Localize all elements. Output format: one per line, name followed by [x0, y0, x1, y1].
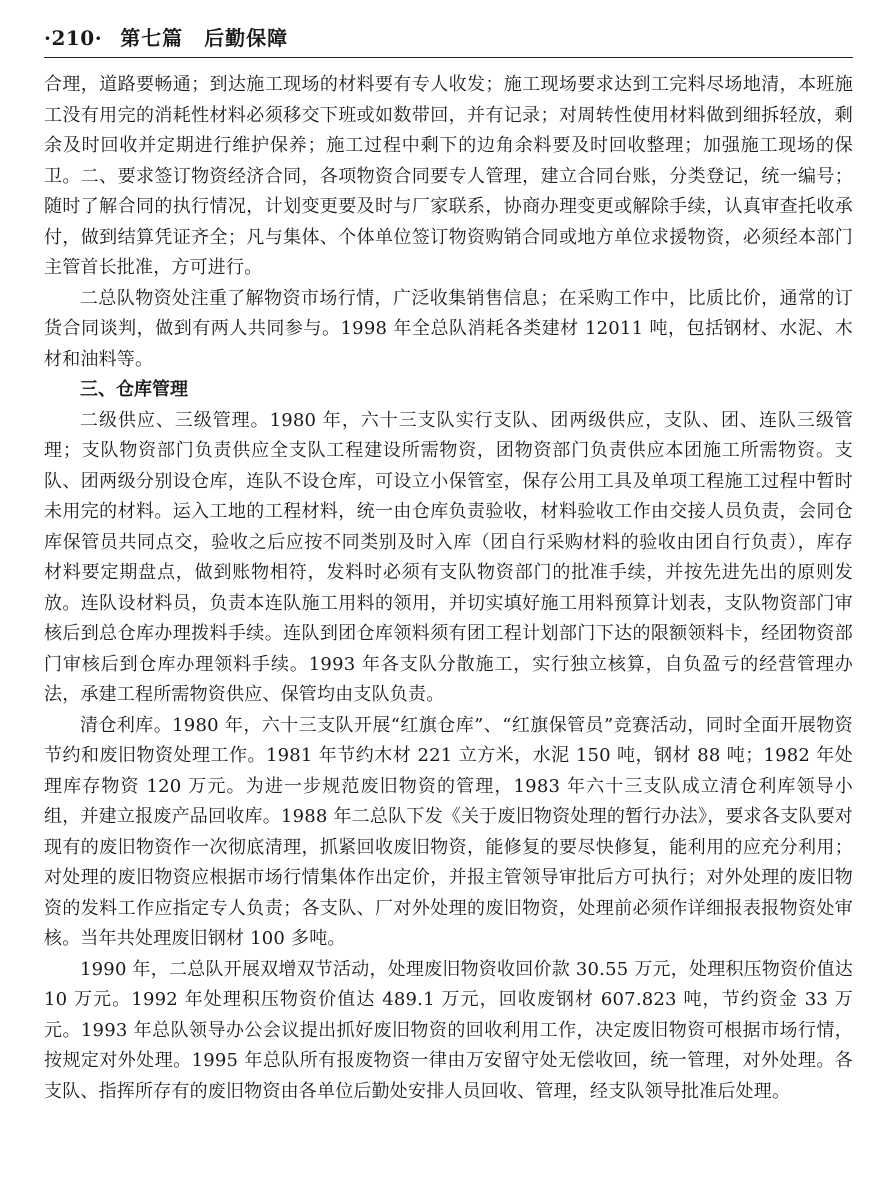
running-header	[44, 22, 853, 58]
chapter-title: 第七篇 后勤保障	[120, 26, 289, 50]
paragraph-continued: 合理，道路要畅通；到达施工现场的材料要有专人收发；施工现场要求达到工完料尽场地清，本班施工没有用完的消耗性材料必须移交下班或如数带回，并有记录；对周转性使用材料做到细拆轻放，剩余及时回收并定期进行维护保养；施工过程中剩下的边角余料要及时回收整理；加强施工现场的保卫。二、要求签订物资经济合同，各项物资合同要专人管理，建立合同台账，分类登记，统一编号；随时了解合同的执行情况，计划变更要及时与厂家联系，协商办理变更或解除手续，认真审查托收承付，做到结算凭证齐全；凡与集体、个体单位签订物资购销合同或地方单位求援物资，必须经本部门主管首长批准，方可进行。	[44, 74, 853, 278]
paragraph-inventory-clearing: 清仓利库。1980 年，六十三支队开展“红旗仓库”、“红旗保管员”竞赛活动，同时全面开展物资节约和废旧物资处理工作。1981 年节约木材 221 立方米，水泥 150 吨，钢材 88 吨；1982 年处理库存物资 120 万元。为进一步规范废旧物资的管理，1983 年六十三支队成立清仓利库领导小组，并建立报废产品回收库。1988 年二总队下发《关于废旧物资处理的暂行办法》，要求各支队要对现有的废旧物资作一次彻底清理，抓紧回收废旧物资，能修复的要尽快修复，能利用的应充分利用；对处理的废旧物资应根据市场行情集体作出定价，并报主管领导审批后方可执行；对外处理的废旧物资的发料工作应指定专人负责；各支队、厂对外处理的废旧物资，处理前必须作详细报表报物资处审核。当年共处理废旧钢材 100 多吨。	[44, 714, 853, 949]
page-number: ·210·	[44, 26, 103, 50]
paragraph-supply-management: 二级供应、三级管理。1980 年，六十三支队实行支队、团两级供应，支队、团、连队三级管理；支队物资部门负责供应全支队工程建设所需物资，团物资部门负责供应本团施工所需物资。支队、团两级分别设仓库，连队不设仓库，可设立小保管室，保存公用工具及单项工程施工过程中暂时未用完的材料。运入工地的工程材料，统一由仓库负责验收，材料验收工作由交接人员负责，会同仓库保管员共同点交，验收之后应按不同类别及时入库（团自行采购材料的验收由团自行负责），库存材料要定期盘点，做到账物相符，发料时必须有支队物资部门的批准手续，并按先进先出的原则发放。连队设材料员，负责本连队施工用料的领用，并切实填好施工用料预算计划表，支队物资部门审核后到总仓库办理拨料手续。连队到团仓库领料须有团工程计划部门下达的限额领料卡，经团物资部门审核后到仓库办理领料手续。1993 年各支队分散施工，实行独立核算，自负盈亏的经营管理办法，承建工程所需物资供应、保管均由支队负责。	[44, 409, 853, 705]
paragraph-procurement: 二总队物资处注重了解物资市场行情，广泛收集销售信息；在采购工作中，比质比价，通常的订货合同谈判，做到有两人共同参与。1998 年全总队消耗各类建材 12011 吨，包括钢材、水泥、木材和油料等。	[44, 287, 853, 370]
section-heading-warehouse: 三、仓库管理	[80, 379, 188, 400]
paragraph-1990-activities: 1990 年，二总队开展双增双节活动，处理废旧物资收回价款 30.55 万元，处理积压物资价值达 10 万元。1992 年处理积压物资价值达 489.1 万元，回收废钢材 607.823 吨，节约资金 33 万元。1993 年总队领导办公会议提出抓好废旧物资的回收利用工作，决定废旧物资可根据市场行情，按规定对外处理。1995 年总队所有报废物资一律由万安留守处无偿收回，统一管理，对外处理。各支队、指挥所存有的废旧物资由各单位后勤处安排人员回收、管理，经支队领导批准后处理。	[44, 958, 853, 1102]
